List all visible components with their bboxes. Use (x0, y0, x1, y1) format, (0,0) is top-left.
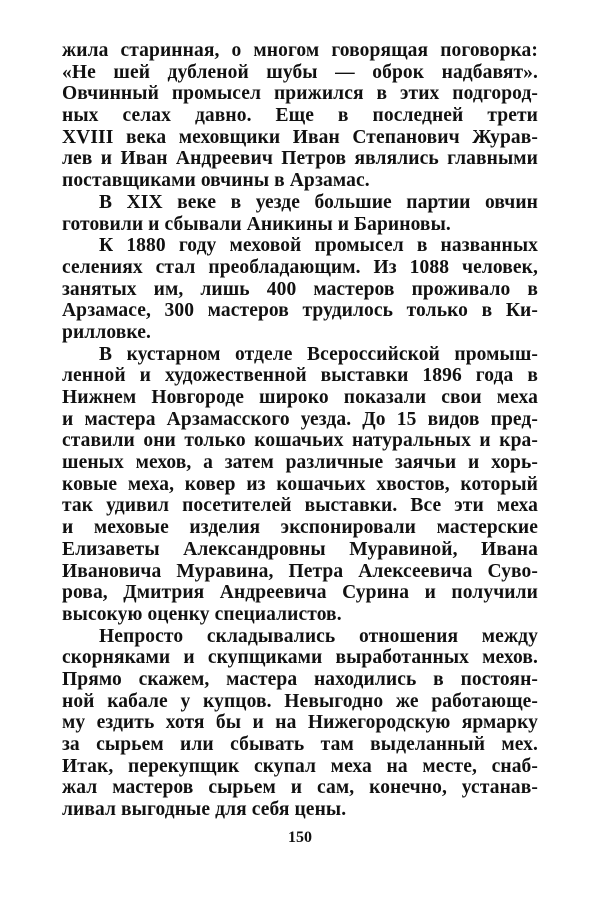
text-line: шеных мехов, а затем различные заячьи и хорь- (62, 452, 538, 474)
text-line: му ездить хотя бы и на Нижегородскую ярмарку (62, 712, 538, 734)
text-line: В XIX веке в уезде большие партии овчин (99, 191, 538, 213)
text-line: готовили и сбывали Аникины и Бариновы. (62, 213, 451, 235)
text-line: ковые меха, ковер из кошачьих хвостов, который (62, 473, 538, 495)
text-line: ливал выгодные для себя цены. (62, 799, 347, 821)
text-line: жал мастеров сырьем и сам, конечно, устанав- (62, 777, 538, 799)
text-line: XVIII века меховщики Иван Степанович Журав- (62, 126, 538, 148)
page-number: 150 (288, 829, 312, 846)
text-line: занятых им, лишь 400 мастеров проживало в (62, 278, 538, 300)
text-line: Арзамасе, 300 мастеров трудилось только в Ки- (62, 300, 538, 322)
text-line: за сырьем или сбывать там выделанный мех. (62, 734, 538, 755)
text-line: лев и Иван Андреевич Петров являлись главными (62, 148, 538, 170)
text-line: так удивил посетителей выставки. Все эти меха (62, 495, 538, 517)
text-line: ленной и художественной выставки 1896 года в (62, 365, 538, 387)
text-line: жила старинная, о многом говорящая поговорка: (62, 40, 538, 61)
text-line: Прямо скажем, мастера находились в постоян- (62, 668, 538, 690)
text-line: Ивановича Муравина, Петра Алексеевича Суво- (62, 560, 538, 582)
text-line: скорняками и скупщиками выработанных мехов. (62, 647, 538, 669)
text-line: Нижнем Новгороде широко показали свои меха (62, 387, 538, 408)
text-line: селениях стал преобладающим. Из 1088 человек, (62, 256, 538, 278)
text-line: Итак, перекупщик скупал меха на месте, снаб- (62, 755, 538, 777)
text-line: Елизаветы Александровны Муравиной, Ивана (62, 538, 538, 560)
text-line: и меховые изделия экспонировали мастерские (62, 517, 538, 539)
text-line: В кустарном отделе Всероссийской промыш- (99, 343, 538, 365)
text-line: К 1880 году меховой промысел в названных (99, 235, 538, 257)
text-line: Овчинный промысел прижился в этих подгород- (62, 83, 538, 105)
text-line: и мастера Арзамасского уезда. До 15 видов пред- (62, 408, 538, 430)
page-body-text (62, 40, 538, 821)
text-line: Непросто складывались отношения между (99, 625, 538, 647)
text-line: «Не шей дубленой шубы — оброк надбавят». (62, 61, 538, 83)
text-line: поставщиками овчины в Арзамас. (62, 170, 370, 192)
text-line: ной кабале у купцов. Невыгодно же работающе- (62, 690, 538, 712)
text-line: ных селах давно. Еще в последней трети (62, 105, 538, 127)
text-line: рилловке. (62, 321, 151, 343)
text-line: ставили они только кошачьих натуральных и кра- (62, 430, 538, 452)
text-line: высокую оценку специалистов. (62, 603, 342, 625)
text-line: рова, Дмитрия Андреевича Сурина и получили (62, 582, 538, 604)
